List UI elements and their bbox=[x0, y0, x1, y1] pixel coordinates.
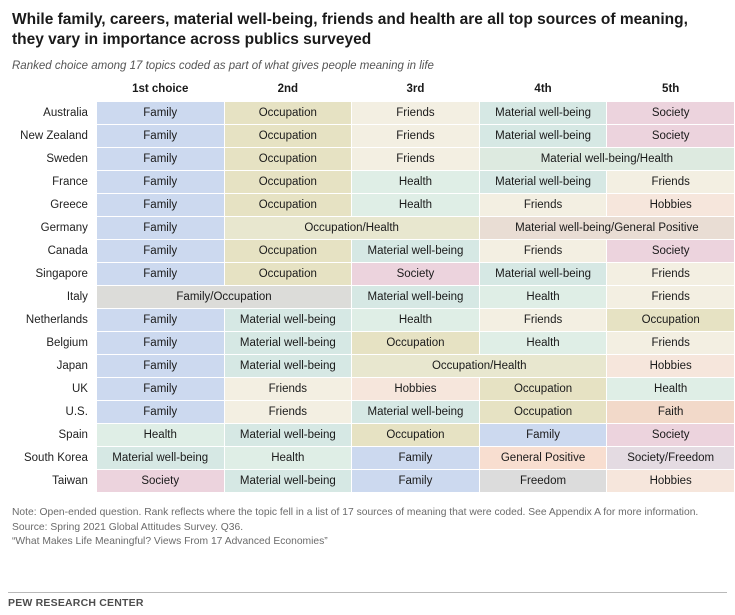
rank-cell: Family bbox=[96, 262, 224, 285]
rank-cell: Society bbox=[607, 239, 735, 262]
page-title: While family, careers, material well-being, friends and health are all top sources of meaning, they vary in importance across publics surveyed bbox=[12, 11, 688, 49]
row-label: Germany bbox=[40, 221, 88, 234]
column-header-3rd: 3rd bbox=[406, 82, 425, 95]
rank-cell: Material well-being/General Positive bbox=[479, 216, 734, 239]
footer bbox=[8, 592, 727, 609]
table-row bbox=[8, 469, 735, 492]
rank-cell: Society bbox=[607, 124, 735, 147]
rank-cell: Occupation bbox=[479, 400, 607, 423]
rank-cell: Material well-being bbox=[96, 446, 224, 469]
row-label: South Korea bbox=[23, 451, 88, 464]
rank-cell: Health bbox=[352, 170, 480, 193]
rank-cell: Health bbox=[352, 193, 480, 216]
column-header-blank bbox=[8, 83, 96, 102]
rank-cell: Health bbox=[96, 423, 224, 446]
ranked-choice-table bbox=[8, 83, 735, 493]
rank-cell: Occupation bbox=[224, 239, 352, 262]
rank-cell: Material well-being bbox=[479, 262, 607, 285]
rank-cell: Health bbox=[607, 377, 735, 400]
rank-cell: Occupation bbox=[224, 147, 352, 170]
rank-cell: Health bbox=[479, 331, 607, 354]
table-row bbox=[8, 285, 735, 308]
rank-cell: Occupation/Health bbox=[352, 354, 607, 377]
chart-note bbox=[12, 506, 723, 550]
row-label: France bbox=[52, 175, 88, 188]
table-body bbox=[8, 101, 735, 492]
row-label: UK bbox=[71, 382, 88, 395]
column-header-2nd: 2nd bbox=[277, 82, 299, 95]
note-line-3: “What Makes Life Meaningful? Views From 17 Advanced Economies” bbox=[12, 536, 328, 548]
table-row bbox=[8, 170, 735, 193]
table-row bbox=[8, 423, 735, 446]
row-label: Taiwan bbox=[52, 474, 88, 487]
rank-cell: Hobbies bbox=[352, 377, 480, 400]
rank-cell: Friends bbox=[352, 147, 480, 170]
rank-cell: Occupation/Health bbox=[224, 216, 479, 239]
rank-cell: Occupation bbox=[352, 331, 480, 354]
rank-cell: Society bbox=[607, 423, 735, 446]
rank-cell: Friends bbox=[479, 193, 607, 216]
row-label: Sweden bbox=[46, 152, 88, 165]
note-line-2: Source: Spring 2021 Global Attitudes Survey. Q36. bbox=[12, 521, 244, 533]
rank-cell: Family bbox=[96, 147, 224, 170]
row-label: Belgium bbox=[46, 336, 88, 349]
chart-subtitle: Ranked choice among 17 topics coded as part of what gives people meaning in life bbox=[12, 59, 434, 72]
rank-cell: Occupation bbox=[607, 308, 735, 331]
column-header-1st: 1st choice bbox=[132, 82, 189, 95]
rank-cell: Family bbox=[96, 400, 224, 423]
rank-cell: Faith bbox=[607, 400, 735, 423]
rank-cell: Friends bbox=[607, 285, 735, 308]
rank-cell: Friends bbox=[352, 101, 480, 124]
row-label: Spain bbox=[58, 428, 88, 441]
rank-cell: Occupation bbox=[224, 170, 352, 193]
rank-cell: Family bbox=[96, 377, 224, 400]
table-row bbox=[8, 331, 735, 354]
rank-cell: Family bbox=[96, 239, 224, 262]
footer-divider bbox=[8, 592, 727, 593]
rank-cell: Material well-being bbox=[352, 239, 480, 262]
rank-cell: Family bbox=[352, 446, 480, 469]
rank-cell: Material well-being bbox=[224, 331, 352, 354]
rank-cell: Friends bbox=[224, 400, 352, 423]
rank-cell: Health bbox=[352, 308, 480, 331]
column-header-5th: 5th bbox=[662, 82, 680, 95]
row-label: U.S. bbox=[65, 405, 88, 418]
table-header-row bbox=[8, 83, 735, 102]
rank-cell: Family bbox=[96, 170, 224, 193]
row-label: Japan bbox=[56, 359, 88, 372]
rank-cell: Family bbox=[96, 331, 224, 354]
rank-cell: Society/Freedom bbox=[607, 446, 735, 469]
brand-label: PEW RESEARCH CENTER bbox=[8, 597, 144, 609]
row-label: Italy bbox=[66, 290, 88, 303]
table-row bbox=[8, 446, 735, 469]
table-row bbox=[8, 147, 735, 170]
rank-cell: Material well-being bbox=[479, 101, 607, 124]
rank-cell: Society bbox=[96, 469, 224, 492]
rank-cell: Family bbox=[96, 193, 224, 216]
table-row bbox=[8, 400, 735, 423]
rank-cell: Family bbox=[352, 469, 480, 492]
rank-cell: Family bbox=[96, 308, 224, 331]
rank-cell: Material well-being bbox=[352, 400, 480, 423]
rank-cell: Material well-being bbox=[224, 423, 352, 446]
rank-cell: Friends bbox=[479, 239, 607, 262]
table-row bbox=[8, 239, 735, 262]
rank-cell: Health bbox=[479, 285, 607, 308]
rank-cell: Material well-being bbox=[479, 170, 607, 193]
rank-cell: Friends bbox=[607, 262, 735, 285]
rank-cell: Material well-being/Health bbox=[479, 147, 734, 170]
rank-cell: Hobbies bbox=[607, 354, 735, 377]
rank-cell: Family/Occupation bbox=[96, 285, 351, 308]
rank-cell: Material well-being bbox=[224, 354, 352, 377]
rank-cell: Material well-being bbox=[479, 124, 607, 147]
rank-cell: Occupation bbox=[224, 124, 352, 147]
rank-cell: Hobbies bbox=[607, 469, 735, 492]
table-row bbox=[8, 262, 735, 285]
table-row bbox=[8, 124, 735, 147]
row-label: Australia bbox=[43, 106, 88, 119]
rank-cell: Freedom bbox=[479, 469, 607, 492]
rank-cell: Material well-being bbox=[224, 469, 352, 492]
rank-cell: Material well-being bbox=[352, 285, 480, 308]
row-label: Singapore bbox=[35, 267, 88, 280]
table-row bbox=[8, 308, 735, 331]
rank-cell: Occupation bbox=[224, 262, 352, 285]
rank-cell: Family bbox=[96, 124, 224, 147]
rank-cell: Occupation bbox=[224, 193, 352, 216]
rank-cell: Society bbox=[607, 101, 735, 124]
column-header-4th: 4th bbox=[534, 82, 552, 95]
rank-cell: Family bbox=[96, 216, 224, 239]
rank-cell: Material well-being bbox=[224, 308, 352, 331]
table-row bbox=[8, 193, 735, 216]
rank-cell: Occupation bbox=[352, 423, 480, 446]
row-label: New Zealand bbox=[20, 129, 88, 142]
rank-cell: Society bbox=[352, 262, 480, 285]
rank-cell: Friends bbox=[352, 124, 480, 147]
rank-cell: Friends bbox=[607, 331, 735, 354]
rank-cell: Family bbox=[479, 423, 607, 446]
rank-cell: Hobbies bbox=[607, 193, 735, 216]
table-row bbox=[8, 354, 735, 377]
row-label: Greece bbox=[50, 198, 88, 211]
row-label: Canada bbox=[47, 244, 88, 257]
rank-cell: Friends bbox=[224, 377, 352, 400]
table-row bbox=[8, 101, 735, 124]
rank-cell: Friends bbox=[607, 170, 735, 193]
rank-cell: Occupation bbox=[224, 101, 352, 124]
rank-cell: General Positive bbox=[479, 446, 607, 469]
rank-cell: Family bbox=[96, 101, 224, 124]
table-row bbox=[8, 377, 735, 400]
rank-cell: Occupation bbox=[479, 377, 607, 400]
rank-cell: Health bbox=[224, 446, 352, 469]
row-label: Netherlands bbox=[25, 313, 88, 326]
table-row bbox=[8, 216, 735, 239]
rank-cell: Family bbox=[96, 354, 224, 377]
note-line-1: Note: Open-ended question. Rank reflects where the topic fell in a list of 17 sources of meaning that were coded. See Appendix A for more information. bbox=[12, 506, 699, 518]
rank-cell: Friends bbox=[479, 308, 607, 331]
